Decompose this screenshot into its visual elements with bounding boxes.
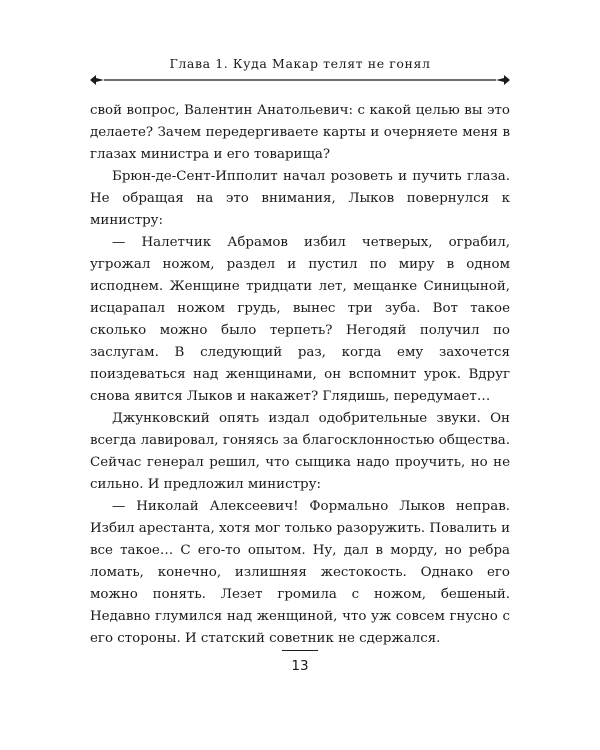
paragraph: Брюн-де-Сент-Ипполит начал розоветь и пучить глаза. Не обращая на это внимания, Лыков повернулся к министру:	[90, 169, 510, 228]
paragraph: Джунковский опять издал одобрительные звуки. Он всегда лавировал, гоняясь за благосклонностью общества. Сейчас генерал решил, что сыщика надо проучить, но не сильно. И предложил министру:	[90, 411, 510, 492]
running-header	[90, 56, 510, 78]
chapter-title: Глава 1. Куда Макар телят не гонял	[169, 56, 431, 71]
paragraph: свой вопрос, Валентин Анатольевич: с какой целью вы это делаете? Зачем передергиваете карты и очерняете меня в глазах министра и его товарища?	[90, 103, 510, 162]
main-text	[90, 100, 510, 650]
footer-rule	[282, 650, 318, 651]
ornamental-rule	[90, 74, 510, 86]
right-ornament-icon	[496, 75, 510, 85]
paragraph: — Николай Алексеевич! Формально Лыков неправ. Избил арестанта, хотя мог только разоружить. Повалить и все такое… С его-то опытом. Ну, дал в морду, но ребра ломать, конечно, излишняя жестокость. Однако его можно понять. Лезет громила с ножом, бешеный. Недавно глумился над женщиной, что уж совсем гнусно с его стороны. И статский советник не сдержался.	[90, 499, 510, 646]
page-number: 13	[291, 658, 309, 674]
left-ornament-icon	[90, 75, 104, 85]
page-footer	[0, 650, 600, 675]
paragraph: — Налетчик Абрамов избил четверых, ограбил, угрожал ножом, раздел и пустил по миру в одном исподнем. Женщине тридцати лет, мещанке Синицыной, исцарапал ножом грудь, вынес три зуба. Вот такое сколько можно было терпеть? Негодяй получил по заслугам. В следующий раз, когда ему захочется поиздеваться над женщинами, он вспомнит урок. Вдруг снова явится Лыков и накажет? Глядишь, передумает…	[90, 235, 510, 404]
